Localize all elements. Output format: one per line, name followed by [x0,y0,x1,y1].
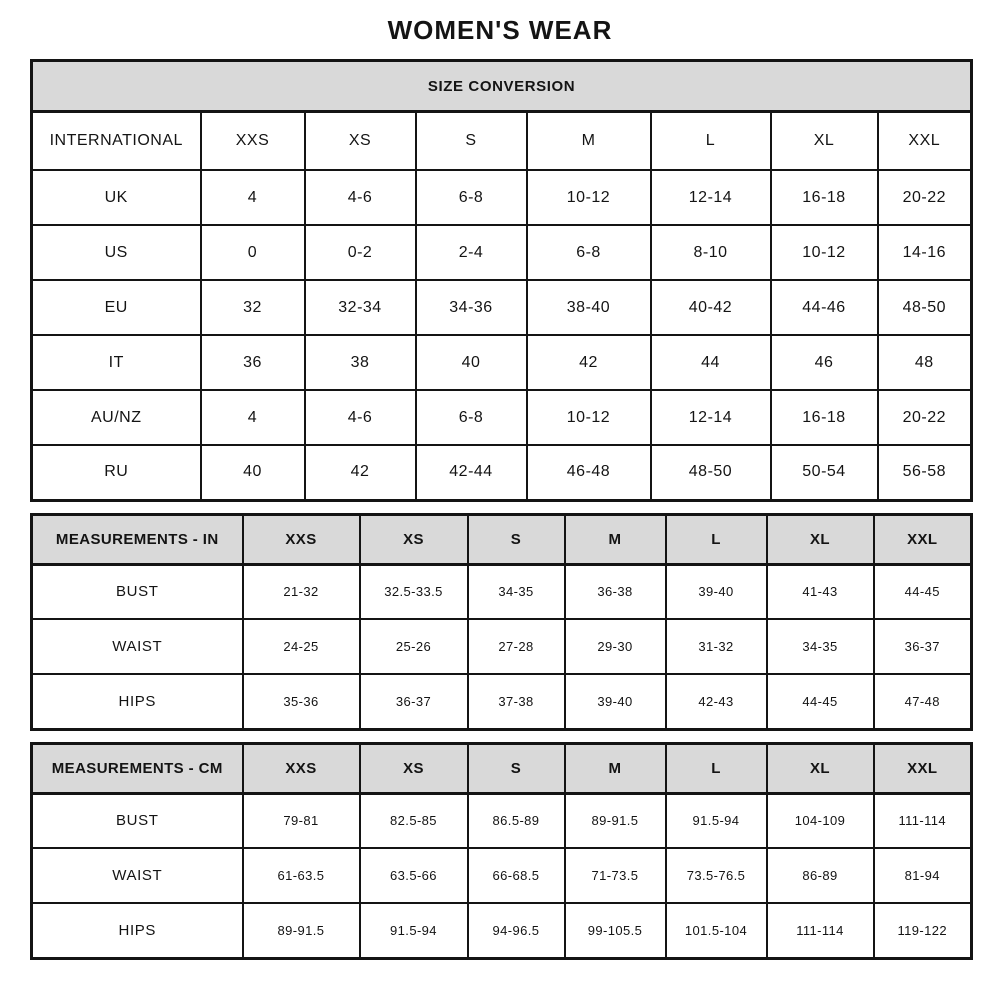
row-label: RU [32,445,201,500]
table-cell: 42-43 [666,674,767,729]
row-label: HIPS [32,903,243,958]
table-cell: 35-36 [243,674,360,729]
table-cell: 4-6 [305,390,416,445]
size-column-header: L [666,514,767,564]
table-cell: 0 [201,225,305,280]
row-label: IT [32,335,201,390]
table-cell: 39-40 [666,564,767,619]
table-cell: 38-40 [527,280,651,335]
size-column-header: S [416,112,527,171]
table-cell: 82.5-85 [360,793,468,848]
table-cell: 32 [201,280,305,335]
table-cell: 119-122 [874,903,972,958]
table-cell: 42 [527,335,651,390]
size-column-header: XXL [874,514,972,564]
table-cell: 46 [771,335,878,390]
measurements-in-title: MEASUREMENTS - IN [32,514,243,564]
table-cell: 25-26 [360,619,468,674]
size-column-header: L [666,743,767,793]
table-cell: 10-12 [527,170,651,225]
row-label: WAIST [32,619,243,674]
size-conversion-header-row [32,61,972,112]
measurements-cm-table [30,742,973,960]
table-row [32,564,972,619]
table-cell: 94-96.5 [468,903,565,958]
table-cell: 14-16 [878,225,972,280]
table-cell: 38 [305,335,416,390]
table-row [32,225,972,280]
table-cell: 6-8 [527,225,651,280]
table-cell: 10-12 [527,390,651,445]
table-cell: 34-36 [416,280,527,335]
table-cell: 32-34 [305,280,416,335]
table-cell: 31-32 [666,619,767,674]
table-cell: 42 [305,445,416,500]
row-label: BUST [32,564,243,619]
table-row [32,903,972,958]
table-cell: 36-37 [360,674,468,729]
size-column-header: M [565,514,666,564]
size-column-header: S [468,743,565,793]
table-cell: 12-14 [651,390,771,445]
table-cell: 86-89 [767,848,874,903]
table-cell: 89-91.5 [565,793,666,848]
table-row [32,170,972,225]
table-cell: 50-54 [771,445,878,500]
measurements-cm-title: MEASUREMENTS - CM [32,743,243,793]
table-cell: 61-63.5 [243,848,360,903]
row-label: UK [32,170,201,225]
table-cell: 41-43 [767,564,874,619]
table-cell: 32.5-33.5 [360,564,468,619]
row-label: HIPS [32,674,243,729]
table-cell: 40 [416,335,527,390]
table-cell: 12-14 [651,170,771,225]
table-cell: 2-4 [416,225,527,280]
table-cell: 44-45 [767,674,874,729]
table-cell: 56-58 [878,445,972,500]
table-cell: 46-48 [527,445,651,500]
table-cell: 27-28 [468,619,565,674]
table-cell: 20-22 [878,170,972,225]
table-cell: 63.5-66 [360,848,468,903]
table-cell: 10-12 [771,225,878,280]
table-cell: 34-35 [767,619,874,674]
table-cell: 29-30 [565,619,666,674]
table-cell: 24-25 [243,619,360,674]
table-cell: 71-73.5 [565,848,666,903]
size-column-header: XS [360,514,468,564]
measurements-cm-body [32,793,972,958]
table-cell: 91.5-94 [666,793,767,848]
table-cell: 44-46 [771,280,878,335]
size-column-header: L [651,112,771,171]
table-cell: 40-42 [651,280,771,335]
table-cell: 40 [201,445,305,500]
size-column-header: XL [767,743,874,793]
size-column-header: XXL [874,743,972,793]
measurements-in-body [32,564,972,729]
table-cell: 34-35 [468,564,565,619]
table-cell: 91.5-94 [360,903,468,958]
table-cell: 66-68.5 [468,848,565,903]
size-column-header: S [468,514,565,564]
size-column-header: INTERNATIONAL [32,112,201,171]
table-cell: 36-37 [874,619,972,674]
table-cell: 4-6 [305,170,416,225]
table-row [32,793,972,848]
row-label: US [32,225,201,280]
size-column-header: XS [360,743,468,793]
measurements-in-header-row [32,514,972,564]
table-cell: 16-18 [771,170,878,225]
row-label: WAIST [32,848,243,903]
table-cell: 48 [878,335,972,390]
table-cell: 104-109 [767,793,874,848]
table-cell: 86.5-89 [468,793,565,848]
table-cell: 47-48 [874,674,972,729]
table-cell: 99-105.5 [565,903,666,958]
table-cell: 48-50 [878,280,972,335]
table-cell: 42-44 [416,445,527,500]
table-cell: 79-81 [243,793,360,848]
table-cell: 44 [651,335,771,390]
table-cell: 73.5-76.5 [666,848,767,903]
table-cell: 6-8 [416,390,527,445]
size-conversion-title: SIZE CONVERSION [32,61,972,112]
size-column-header: XXL [878,112,972,171]
row-label: BUST [32,793,243,848]
table-cell: 48-50 [651,445,771,500]
size-conversion-columns-row [32,112,972,171]
size-conversion-table [30,59,973,502]
table-row [32,280,972,335]
table-row [32,619,972,674]
table-row [32,335,972,390]
size-column-header: XL [771,112,878,171]
table-cell: 4 [201,170,305,225]
table-cell: 81-94 [874,848,972,903]
measurements-cm-header-row [32,743,972,793]
table-row [32,390,972,445]
size-column-header: XXS [243,514,360,564]
page-title: WOMEN'S WEAR [387,15,613,45]
size-column-header: XXS [243,743,360,793]
size-column-header: M [565,743,666,793]
table-cell: 16-18 [771,390,878,445]
table-cell: 37-38 [468,674,565,729]
measurements-in-table [30,513,973,731]
size-column-header: XXS [201,112,305,171]
size-column-header: XS [305,112,416,171]
table-row [32,848,972,903]
table-cell: 89-91.5 [243,903,360,958]
table-cell: 4 [201,390,305,445]
table-cell: 101.5-104 [666,903,767,958]
table-row [32,674,972,729]
table-cell: 21-32 [243,564,360,619]
table-cell: 39-40 [565,674,666,729]
table-cell: 36 [201,335,305,390]
table-cell: 0-2 [305,225,416,280]
row-label: EU [32,280,201,335]
table-cell: 6-8 [416,170,527,225]
size-column-header: M [527,112,651,171]
size-conversion-body [32,170,972,500]
table-row [32,445,972,500]
table-cell: 44-45 [874,564,972,619]
size-column-header: XL [767,514,874,564]
row-label: AU/NZ [32,390,201,445]
table-cell: 36-38 [565,564,666,619]
table-cell: 111-114 [874,793,972,848]
table-cell: 8-10 [651,225,771,280]
table-cell: 111-114 [767,903,874,958]
table-cell: 20-22 [878,390,972,445]
